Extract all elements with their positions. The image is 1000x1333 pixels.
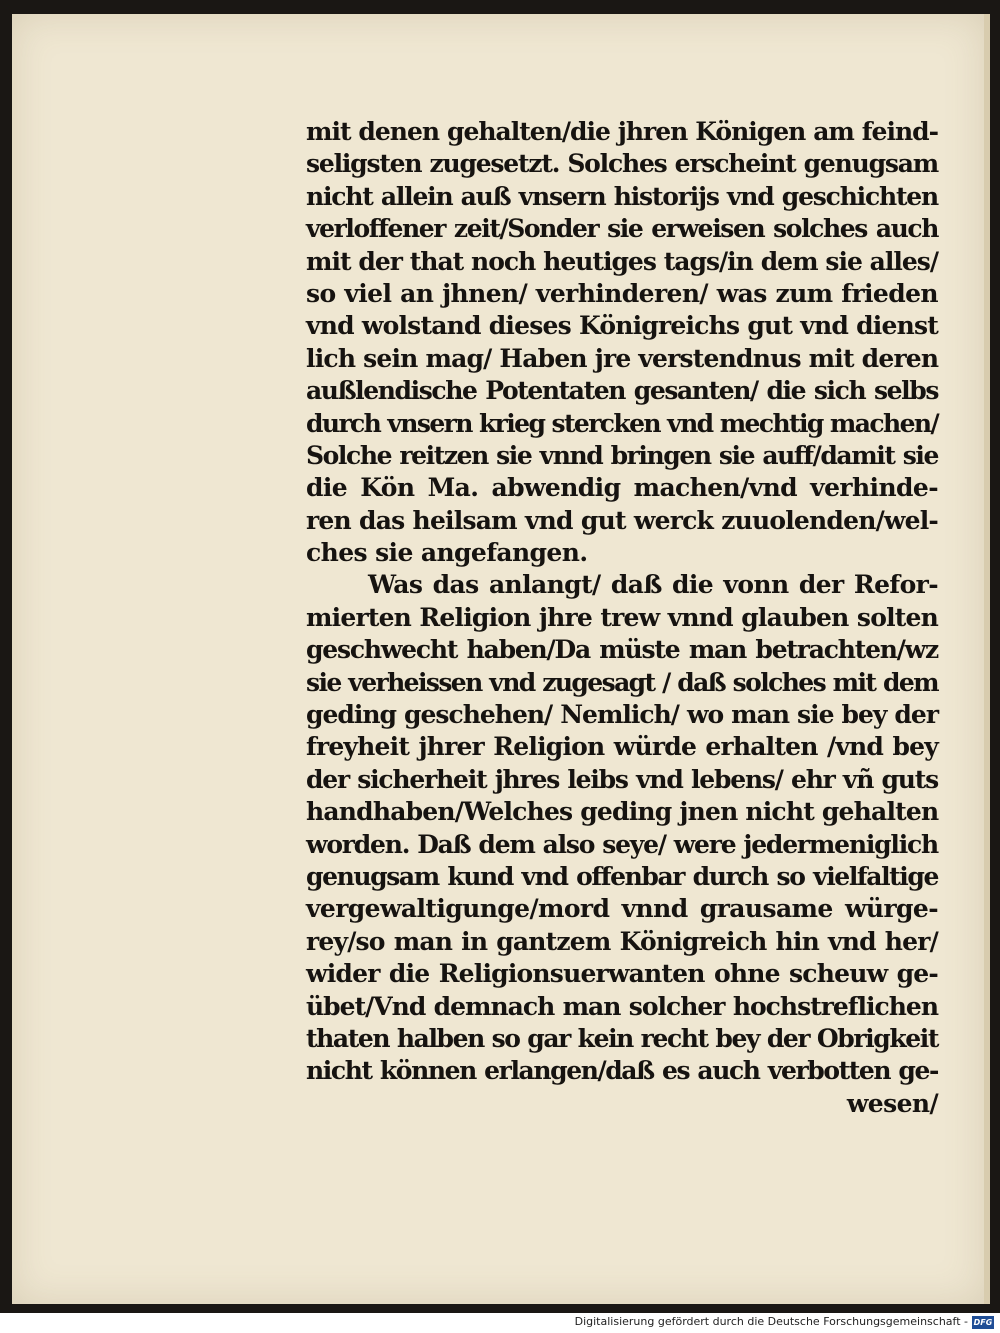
text-line: durch vnsern krieg stercken vnd mechtig machen/ <box>306 408 938 438</box>
text-line: Was das anlangt/ daß die vonn der Refor- <box>368 570 938 600</box>
text-line: verloffener zeit/Sonder sie erweisen solches auch <box>306 214 938 244</box>
text-line: geschwecht haben/Da müste man betrachten/wz <box>306 635 938 665</box>
text-line: ches sie angefangen. <box>306 538 588 568</box>
text-line: so viel an jhnen/ verhinderen/ was zum frieden <box>306 278 938 308</box>
text-line: rey/so man in gantzem Königreich hin vnd her/ <box>306 926 938 956</box>
footer-bar <box>0 1313 1000 1333</box>
text-line: wesen/ <box>846 1088 938 1118</box>
text-line: geding geschehen/ Nemlich/ wo man sie bey der <box>306 700 938 730</box>
text-line: freyheit jhrer Religion würde erhalten /vnd bey <box>306 732 938 762</box>
page-text <box>306 116 938 1120</box>
text-line: nicht allein auß vnsern historijs vnd geschichten <box>306 181 938 211</box>
text-line: ren das heilsam vnd gut werck zuuolenden/wel- <box>306 505 938 535</box>
text-line: handhaben/Welches geding jnen nicht gehalten <box>306 797 939 827</box>
dfg-logo: DFG <box>973 1318 993 1327</box>
text-line: der sicherheit jhres leibs vnd lebens/ ehr vñ guts <box>306 764 938 794</box>
funding-credit: Digitalisierung gefördert durch die Deutsche Forschungsgemeinschaft - <box>574 1315 968 1328</box>
text-line: Solche reitzen sie vnnd bringen sie auff/damit sie <box>306 440 938 470</box>
text-line: wider die Religionsuerwanten ohne scheuw ge- <box>306 959 938 989</box>
text-line: außlendische Potentaten gesanten/ die sich selbs <box>306 376 938 406</box>
text-line: sie verheissen vnd zugesagt / daß solches mit dem <box>306 667 938 697</box>
text-line: nicht können erlangen/daß es auch verbotten ge- <box>306 1056 938 1086</box>
text-line: lich sein mag/ Haben jre verstendnus mit deren <box>306 343 939 373</box>
text-line: worden. Daß dem also seye/ were jedermeniglich <box>306 829 938 859</box>
page-edge <box>984 14 990 1304</box>
text-line: thaten halben so gar kein recht bey der Obrigkeit <box>306 1023 938 1053</box>
text-line: vnd wolstand dieses Königreichs gut vnd dienst <box>306 311 938 341</box>
text-line: übet/Vnd demnach man solcher hochstreflichen <box>306 991 938 1021</box>
text-line: die Kön Ma. abwendig machen/vnd verhinde- <box>306 473 938 503</box>
text-line: vergewaltigunge/mord vnnd grausame würge- <box>306 894 938 924</box>
text-line: mit der that noch heutiges tags/in dem sie alles/ <box>306 246 938 276</box>
text-line: genugsam kund vnd offenbar durch so vielfaltige <box>306 861 938 891</box>
text-line: mierten Religion jhre trew vnnd glauben solten <box>306 602 938 632</box>
text-line: mit denen gehalten/die jhren Königen am feind- <box>306 117 938 146</box>
text-line: seligsten zugesetzt. Solches erscheint genugsam <box>306 149 938 179</box>
